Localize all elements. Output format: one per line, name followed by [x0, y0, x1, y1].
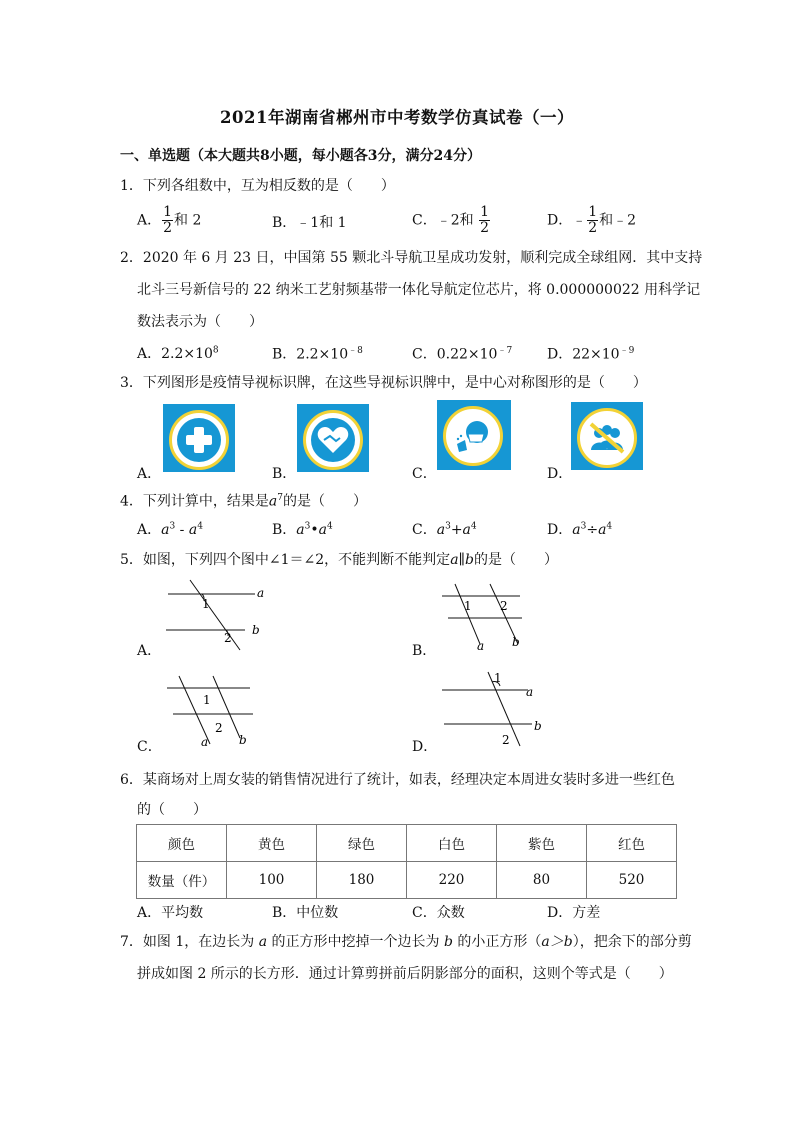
q2-option-a: A．$2.2\times 10^8$: [137, 345, 219, 362]
q5-option-a: A．: [137, 643, 162, 659]
q4-option-b: B．$a^3•a^4$: [272, 521, 333, 538]
table-cell: 紫色: [497, 825, 587, 862]
svg-text:a: a: [201, 735, 209, 749]
q3-option-a: A．: [137, 466, 162, 482]
q2-option-b: B．$2.2\times 10^{﹣8}$: [272, 346, 363, 363]
svg-text:2: 2: [224, 631, 232, 645]
fraction: $\frac{1}{2}$: [163, 204, 173, 236]
q3-option-c: C．: [412, 466, 437, 482]
q5-option-c: C．: [137, 739, 162, 755]
svg-text:1: 1: [202, 597, 210, 611]
table-header-row: [137, 825, 677, 862]
question-4-stem: 4．下列计算中，结果是$a^7$的是（ ）: [120, 493, 368, 510]
svg-text:1: 1: [464, 599, 472, 613]
section-heading: 一、单选题（本大题共8小题，每小题各3分，满分24分）: [120, 148, 481, 164]
table-cell: 红色: [587, 825, 677, 862]
svg-text:b: b: [534, 719, 542, 733]
q2-option-c: C．$0.22\times 10^{﹣7}$: [412, 346, 513, 363]
q3-option-b: B．: [272, 466, 297, 482]
svg-text:a: a: [477, 639, 485, 653]
svg-text:2: 2: [500, 599, 508, 613]
svg-text:a: a: [526, 685, 534, 699]
question-3-stem: 3．下列图形是疫情导视标识牌，在这些导视标识牌中，是中心对称图形的是（ ）: [120, 375, 647, 391]
medical-cross-sign-icon: [163, 404, 235, 472]
table-cell: 220: [407, 862, 497, 899]
svg-text:b: b: [239, 733, 247, 747]
no-crowd-gathering-sign-icon: [571, 402, 643, 470]
mask-hand-sanitizer-sign-icon: [437, 400, 511, 470]
question-6-line-2: 的（ ）: [137, 802, 207, 818]
table-cell: 数量（件）: [137, 862, 227, 899]
svg-text:2: 2: [502, 733, 510, 747]
sales-table: [136, 824, 677, 899]
q3-option-d: D．: [547, 466, 573, 482]
q1-option-b: B．﹣1和 1: [272, 215, 347, 231]
table-cell: 颜色: [137, 825, 227, 862]
table-row: [137, 862, 677, 899]
table-cell: 100: [227, 862, 317, 899]
handshake-heart-sign-icon: [297, 404, 369, 472]
q1-option-a: A． $\frac{1}{2}$ 和 2: [137, 204, 202, 236]
q1-option-d: D．﹣ $\frac{1}{2}$ 和﹣2: [547, 204, 637, 236]
fraction: $\frac{1}{2}$: [588, 204, 598, 236]
svg-text:a: a: [257, 586, 265, 600]
question-1-stem: 1．下列各组数中，互为相反数的是（ ）: [120, 178, 395, 194]
q4-option-d: D．$a^3\div a^4$: [547, 521, 613, 538]
question-2-line-2: 北斗三号新信号的 22 纳米工艺射频基带一体化导航定位芯片，将 0.000000022 用科学记: [137, 282, 701, 298]
svg-text:b: b: [252, 623, 260, 637]
table-cell: 520: [587, 862, 677, 899]
q1-option-c: C．﹣2和 $\frac{1}{2}$: [412, 204, 489, 236]
svg-text:1: 1: [203, 693, 211, 707]
question-5-stem: 5．如图，下列四个图中∠1＝∠2，不能判断不能判定a∥b的是（ ）: [120, 552, 558, 568]
page-title: 2021年湖南省郴州市中考数学仿真试卷（一）: [220, 108, 574, 127]
q5-figure-d: [440, 668, 550, 752]
svg-text:1: 1: [494, 671, 502, 685]
q2-option-d: D．$22\times 10^{﹣9}$: [547, 346, 635, 363]
q5-figure-b: [440, 578, 540, 658]
q4-option-c: C．$a^3+a^4$: [412, 521, 477, 538]
q6-option-d: D．方差: [547, 905, 601, 921]
question-2-line-1: 2．2020 年 6 月 23 日，中国第 55 颗北斗导航卫星成功发射，顺利完成全球组网．其中支持: [120, 250, 703, 266]
q5-figure-c: [165, 672, 265, 752]
table-cell: 绿色: [317, 825, 407, 862]
fraction: $\frac{1}{2}$: [480, 204, 489, 236]
svg-text:2: 2: [215, 721, 223, 735]
q5-figure-a: [160, 578, 280, 658]
svg-text:b: b: [512, 635, 520, 649]
q5-option-b: B．: [412, 643, 437, 659]
question-7-line-1: 7．如图 1，在边长为 a 的正方形中挖掉一个边长为 b 的小正方形（a＞b），把余下的部分剪: [120, 934, 692, 950]
question-2-line-3: 数法表示为（ ）: [137, 314, 263, 330]
q6-option-a: A．平均数: [137, 905, 204, 921]
table-cell: 白色: [407, 825, 497, 862]
q4-option-a: A．$a^3 - a^4$: [137, 521, 203, 538]
q6-option-b: B．中位数: [272, 905, 339, 921]
question-6-line-1: 6．某商场对上周女装的销售情况进行了统计，如表，经理决定本周进女装时多进一些红色: [120, 772, 675, 788]
table-cell: 80: [497, 862, 587, 899]
table-cell: 180: [317, 862, 407, 899]
table-cell: 黄色: [227, 825, 317, 862]
q5-option-d: D．: [412, 739, 438, 755]
q6-option-c: C．众数: [412, 905, 465, 921]
question-7-line-2: 拼成如图 2 所示的长方形．通过计算剪拼前后阴影部分的面积，这则个等式是（ ）: [137, 966, 673, 982]
